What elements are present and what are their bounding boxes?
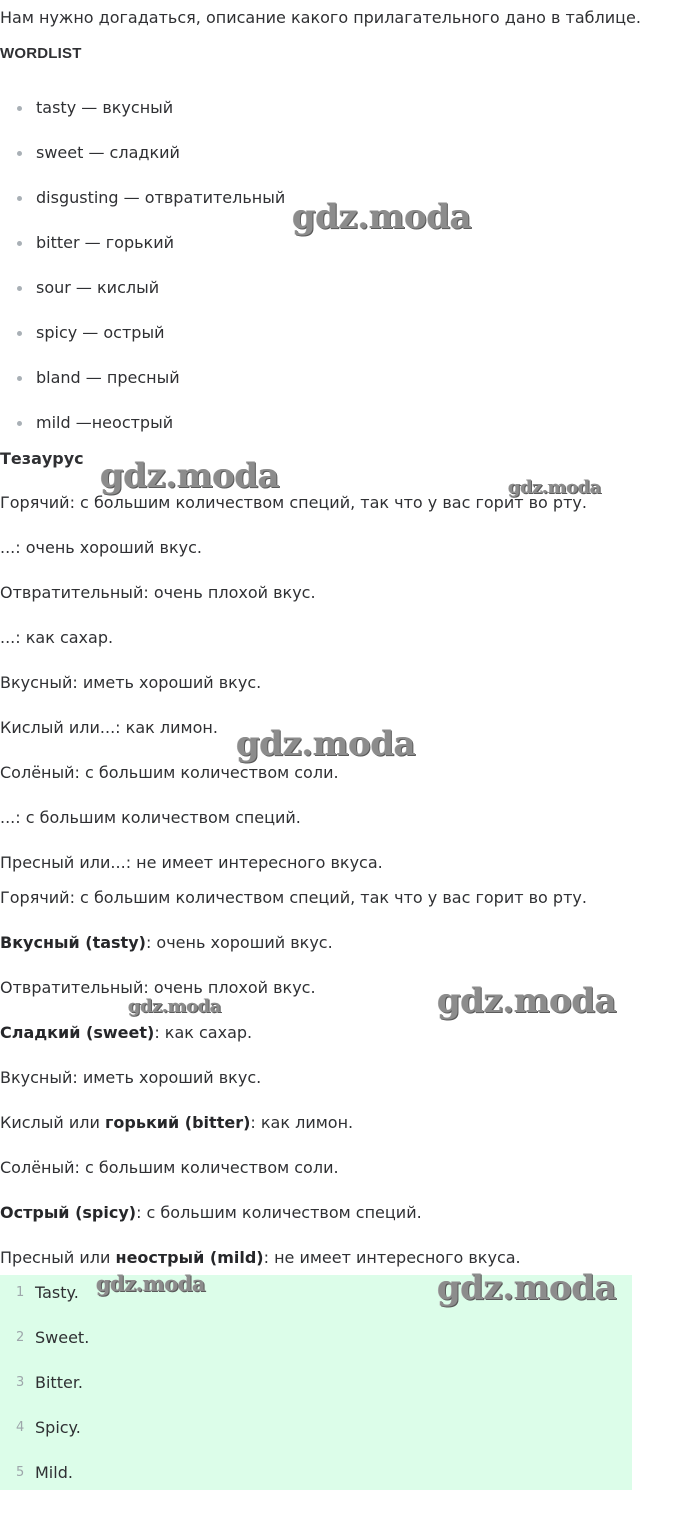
watermark-logo: gdz.moda bbox=[236, 724, 416, 764]
thesaurus-line: Вкусный: иметь хороший вкус. bbox=[0, 673, 262, 692]
bullet-icon bbox=[17, 196, 22, 201]
bullet-icon bbox=[17, 286, 22, 291]
watermark-logo: gdz.moda bbox=[292, 197, 472, 237]
answer-word: неострый (mild) bbox=[115, 1248, 264, 1267]
filled-line: Сладкий (sweet): как сахар. bbox=[0, 1023, 253, 1042]
filled-line: Солёный: с большим количеством соли. bbox=[0, 1158, 339, 1177]
watermark-logo: gdz.moda bbox=[96, 1271, 206, 1296]
watermark-logo: gdz.moda bbox=[128, 996, 221, 1017]
bullet-icon bbox=[17, 151, 22, 156]
thesaurus-line: Солёный: с большим количеством соли. bbox=[0, 763, 339, 782]
bullet-icon bbox=[17, 421, 22, 426]
watermark-logo: gdz.moda bbox=[100, 456, 280, 496]
filled-line: Острый (spicy): с большим количеством специй. bbox=[0, 1203, 422, 1222]
thesaurus-line: ...: как сахар. bbox=[0, 628, 114, 647]
bullet-icon bbox=[17, 241, 22, 246]
answer-number: 5 bbox=[16, 1465, 25, 1480]
bullet-icon bbox=[17, 106, 22, 111]
answer-number: 3 bbox=[16, 1375, 25, 1390]
answer-word: Острый (spicy) bbox=[0, 1203, 137, 1222]
filled-line: Пресный или неострый (mild): не имеет интересного вкуса. bbox=[0, 1248, 521, 1267]
thesaurus-line: Горячий: с большим количеством специй, так что у вас горит во рту. bbox=[0, 493, 587, 512]
filled-line: Вкусный (tasty): очень хороший вкус. bbox=[0, 933, 333, 952]
watermark-logo: gdz.moda bbox=[437, 981, 617, 1021]
watermark-logo: gdz.moda bbox=[437, 1268, 617, 1308]
thesaurus-line: Кислый или...: как лимон. bbox=[0, 718, 218, 737]
watermark-logo: gdz.moda bbox=[508, 477, 601, 498]
answers-box: 1 Tasty. 2 Sweet. 3 Bitter. 4 Spicy. 5 Mild. bbox=[0, 1275, 632, 1490]
filled-line: Вкусный: иметь хороший вкус. bbox=[0, 1068, 262, 1087]
thesaurus-line: Отвратительный: очень плохой вкус. bbox=[0, 583, 316, 602]
wordlist-heading: WORDLIST bbox=[0, 45, 82, 62]
thesaurus-line: ...: очень хороший вкус. bbox=[0, 538, 202, 557]
thesaurus-line: ...: с большим количеством специй. bbox=[0, 808, 301, 827]
bullet-icon bbox=[17, 331, 22, 336]
intro-text: Нам нужно догадаться, описание какого прилагательного дано в таблице. bbox=[0, 8, 641, 27]
answer-number: 4 bbox=[16, 1420, 25, 1435]
answer-word: горький (bitter) bbox=[105, 1113, 251, 1132]
thesaurus-heading: Тезаурус bbox=[0, 449, 84, 468]
filled-line: Горячий: с большим количеством специй, так что у вас горит во рту. bbox=[0, 888, 587, 907]
answer-number: 1 bbox=[16, 1285, 25, 1300]
answer-word: Сладкий (sweet) bbox=[0, 1023, 155, 1042]
thesaurus-line: Пресный или...: не имеет интересного вкуса. bbox=[0, 853, 383, 872]
answer-word: Вкусный (tasty) bbox=[0, 933, 146, 952]
answer-number: 2 bbox=[16, 1330, 25, 1345]
filled-line: Кислый или горький (bitter): как лимон. bbox=[0, 1113, 354, 1132]
bullet-icon bbox=[17, 376, 22, 381]
filled-line: Отвратительный: очень плохой вкус. bbox=[0, 978, 316, 997]
